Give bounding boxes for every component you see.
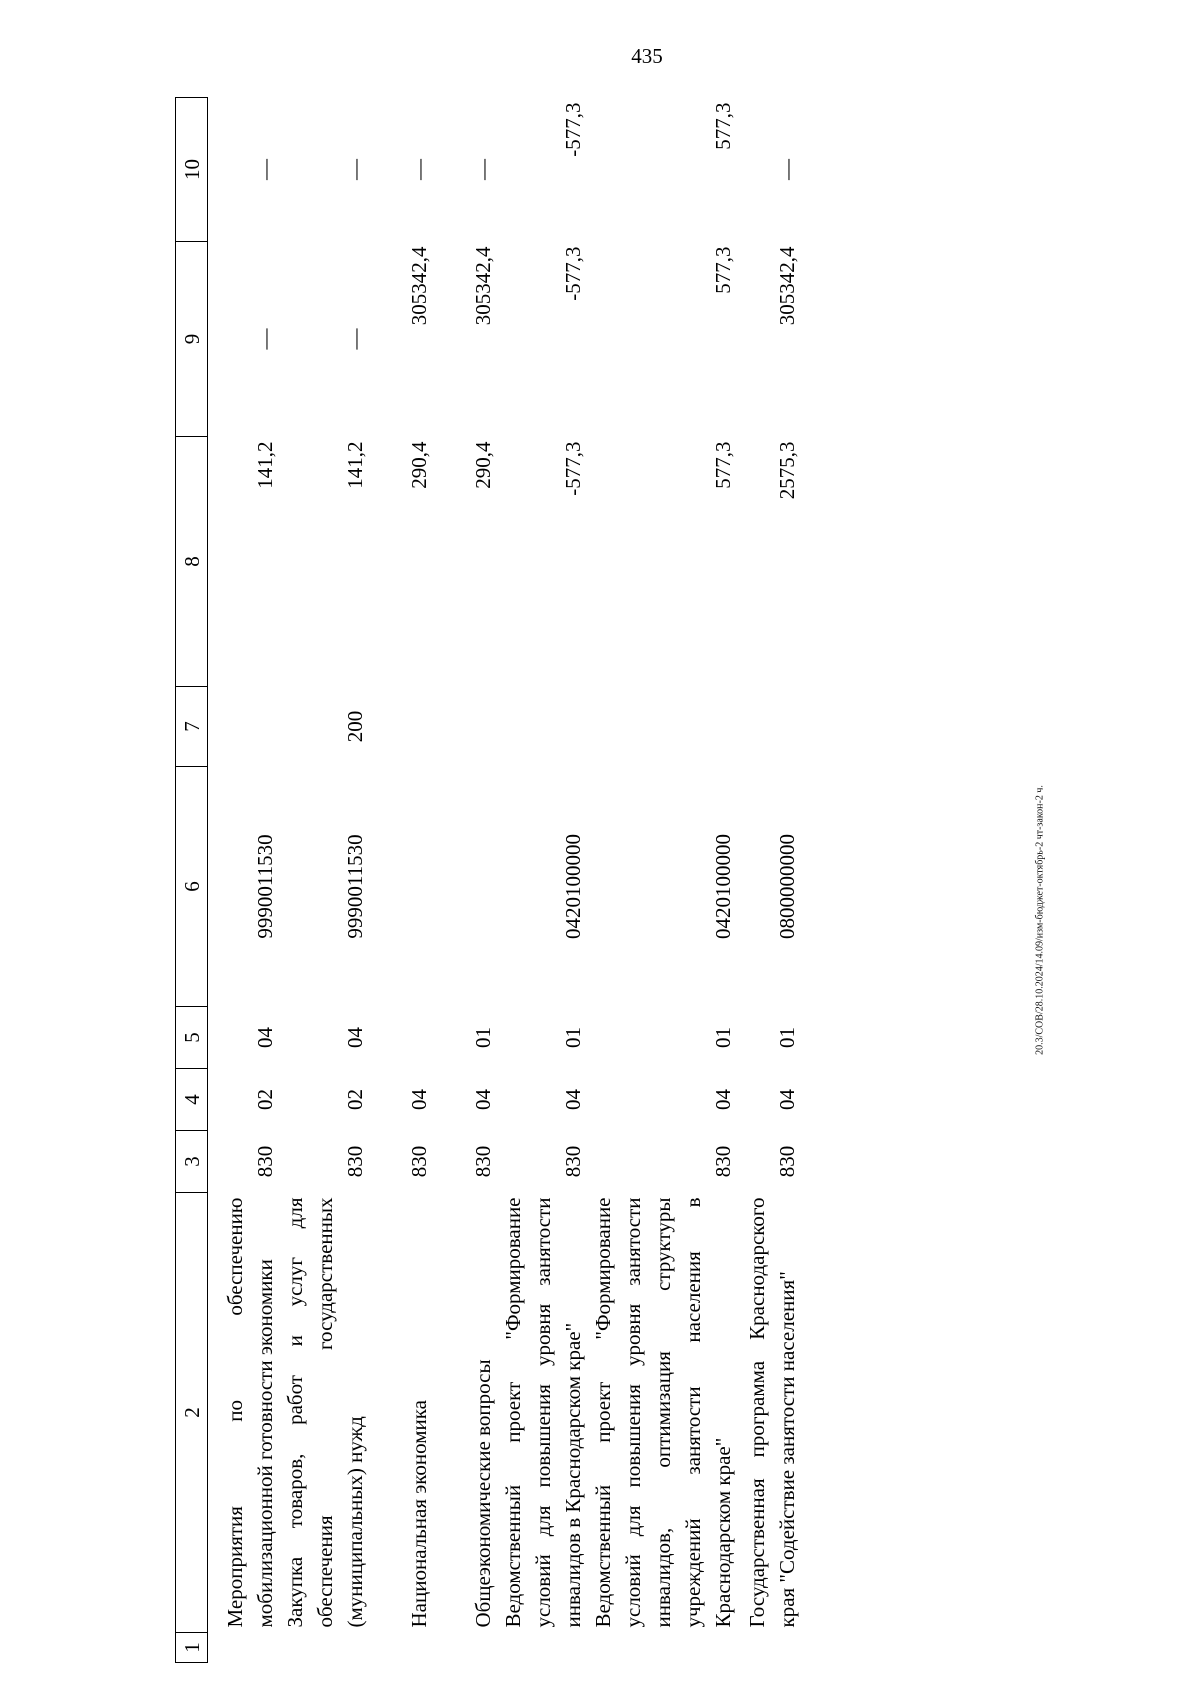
row-number-cell [738,1633,802,1663]
subsection-code-cell: 01 [561,1027,585,1048]
section-code-cell: 04 [407,1089,431,1110]
target-article-cell: 0800000000 [775,834,799,939]
amount-cell: -577,3 [561,102,585,157]
row-number-cell [498,1633,588,1663]
header-cell: 4 [176,1069,208,1131]
amount-cell: — [343,159,367,180]
table-row [498,98,588,1663]
ministry-code-cell: 830 [711,1145,735,1178]
header-cell: 8 [176,437,208,687]
amount-cell: 305342,4 [407,246,431,326]
section-code-cell: 04 [471,1089,495,1110]
table-row [280,98,370,1663]
row-number-cell [434,1633,498,1663]
amount-cell: 2575,3 [775,441,799,500]
target-article-cell [434,767,498,1007]
section-code-cell: 04 [711,1089,735,1110]
rotated-table-area [175,98,1053,1663]
subsection-code-cell: 04 [253,1027,277,1048]
subsection-code-cell: 04 [343,1027,367,1048]
expense-type-cell: 200 [343,710,367,743]
item-name-cell: Национальная экономика [407,1400,431,1628]
section-code-cell: 04 [561,1089,585,1110]
table-row [588,98,738,1663]
table-row [738,98,802,1663]
header-cell: 6 [176,767,208,1007]
budget-table [175,97,802,1663]
amount-cell: -577,3 [561,441,585,496]
target-article-cell: 0420100000 [711,834,735,939]
ministry-code-cell: 830 [561,1145,585,1178]
expense-type-cell [738,687,802,767]
header-cell: 1 [176,1633,208,1663]
table-row [434,98,498,1663]
amount-cell: — [471,159,495,180]
header-cell: 3 [176,1131,208,1193]
amount-cell: — [343,328,367,350]
amount-cell: 577,3 [711,102,735,150]
page-number: 435 [631,44,663,68]
amount-cell: — [407,159,431,180]
target-article-cell [370,767,434,1007]
document-footer-code: 20.3/СОВ/28.10.2024/14.09/изм-бюджет-октябрь-2 чт-закон-2 ч. [1034,785,1046,1055]
subsection-code-cell [370,1007,434,1069]
table-row [370,98,434,1663]
amount-cell: 577,3 [711,246,735,294]
target-article-cell: 9990011530 [343,834,367,939]
row-number-cell [280,1633,370,1663]
amount-cell: 290,4 [471,441,495,489]
section-code-cell: 02 [343,1089,367,1110]
item-name-cell: Закупка товаров, работ и услуг для обеспечения государственных (муниципальных) нужд [283,1197,367,1628]
expense-type-cell [370,687,434,767]
ministry-code-cell: 830 [407,1145,431,1178]
section-code-cell: 02 [253,1089,277,1110]
subsection-code-cell: 01 [775,1027,799,1048]
item-name-cell: Общеэкономические вопросы [471,1359,495,1628]
amount-cell: -577,3 [561,246,585,301]
header-cell: 7 [176,687,208,767]
amount-cell: 305342,4 [775,246,799,326]
target-article-cell: 9990011530 [253,834,277,939]
section-code-cell: 04 [775,1089,799,1110]
row-number-cell [370,1633,434,1663]
header-cell: 5 [176,1007,208,1069]
subsection-code-cell: 01 [711,1027,735,1048]
target-article-cell: 0420100000 [561,834,585,939]
row-number-cell [208,1633,281,1663]
amount-cell: — [253,159,277,180]
header-cell: 2 [176,1193,208,1633]
amount-cell: — [253,328,277,350]
row-number-cell [588,1633,738,1663]
amount-cell: — [775,159,799,180]
expense-type-cell [498,687,588,767]
header-cell: 10 [176,98,208,242]
amount-cell: 290,4 [407,441,431,489]
item-name-cell: Мероприятия по обеспечению мобилизационной готовности экономики [223,1197,277,1628]
amount-cell: 577,3 [711,441,735,489]
ministry-code-cell: 830 [471,1145,495,1178]
amount-cell: 305342,4 [471,246,495,326]
amount-cell: 141,2 [253,441,277,489]
ministry-code-cell: 830 [343,1145,367,1178]
table-row [208,98,281,1663]
amount-cell: 141,2 [343,441,367,489]
table-header-row [176,98,208,1663]
ministry-code-cell: 830 [253,1145,277,1178]
item-name-cell: Ведомственный проект "Формирование условий для повышения уровня занятости инвалидов в Краснодарском крае" [501,1197,585,1628]
subsection-code-cell: 01 [471,1027,495,1048]
expense-type-cell [434,687,498,767]
item-name-cell: Ведомственный проект "Формирование условий для повышения уровня занятости инвалидов, оптимизация структуры учреждений занятости населения в Краснодарском крае" [591,1197,735,1628]
item-name-cell: Государственная программа Краснодарского края "Содействие занятости населения" [745,1197,799,1628]
expense-type-cell [208,687,281,767]
expense-type-cell [588,687,738,767]
ministry-code-cell: 830 [775,1145,799,1178]
header-cell: 9 [176,242,208,437]
